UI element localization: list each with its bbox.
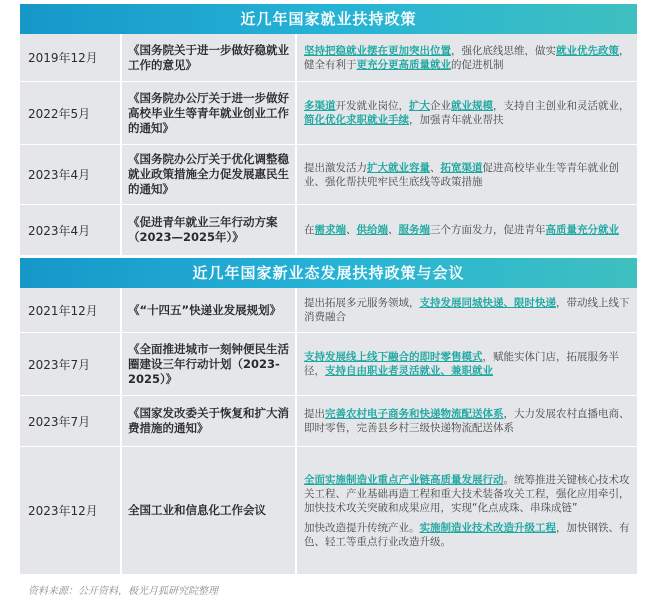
description-paragraph	[304, 521, 630, 549]
description-paragraph	[304, 350, 630, 378]
section-title: 近几年国家新业态发展扶持政策与会议	[20, 258, 637, 288]
description-text: 、	[388, 224, 399, 236]
highlight-text: 高质量充分就业	[545, 224, 619, 236]
highlight-text: 拓宽渠道	[440, 161, 483, 174]
policy-document: 《国务院关于进一步做好稳就业工作的意见》	[122, 34, 295, 81]
policy-document: 《“十四五”快递业发展规划》	[122, 288, 295, 332]
description-text: ，大力发展农村直播电商、即时零售，完善县乡村三级快递物流配送体系	[304, 408, 630, 434]
description-text: ，健全有利于	[304, 44, 630, 71]
highlight-text: 支持自由职业者灵活就业、兼职就业	[325, 365, 493, 377]
policy-date: 2023年4月	[20, 145, 120, 204]
policy-table	[20, 288, 637, 575]
policy-date: 2023年4月	[20, 205, 120, 255]
description-text: ，支持自主创业和灵活就业，	[493, 100, 630, 112]
policy-document: 《国务院办公厅关于进一步做好高校毕业生等青年就业创业工作的通知》	[122, 82, 295, 144]
policy-document: 《国家发改委关于恢复和扩大消费措施的通知》	[122, 396, 295, 446]
description-text: 企业	[430, 100, 451, 112]
description-text: 、	[346, 224, 357, 236]
highlight-text: 简化优化求职就业手续	[304, 114, 409, 126]
description-text: 在	[304, 224, 315, 236]
highlight-text: 需求端	[314, 224, 346, 236]
description-text: ，带动线上线下消费融合	[304, 297, 630, 323]
table-row	[20, 205, 637, 256]
description-text: ，赋能实体门店，拓展服务半径，	[304, 351, 619, 377]
employment-policy-section	[20, 4, 637, 256]
description-paragraph	[304, 407, 630, 435]
policy-table	[20, 34, 637, 256]
highlight-text: 坚持把稳就业摆在更加突出位置	[304, 44, 451, 57]
description-text: 三个方面发力，促进青年	[430, 224, 546, 236]
description-text: 提出激发活力	[304, 161, 367, 174]
table-row	[20, 82, 637, 145]
table-row	[20, 34, 637, 82]
table-row	[20, 145, 637, 205]
source-note: 资料来源：公开资料，极光月狐研究院整理	[28, 586, 218, 597]
policy-document: 《全面推进城市一刻钟便民生活圈建设三年行动计划（2023-2025）》	[122, 333, 295, 395]
description-paragraph	[304, 296, 630, 324]
highlight-text: 实施制造业技术改造升级工程	[419, 521, 556, 534]
highlight-text: 多渠道	[304, 100, 336, 112]
highlight-text: 支持发展线上线下融合的即时零售模式	[304, 351, 483, 363]
description-text: 开发就业岗位，	[335, 100, 409, 112]
highlight-text: 全面实施制造业重点产业链高质量发展行动	[304, 473, 504, 486]
policy-date: 2022年5月	[20, 82, 120, 144]
description-text: 提出	[304, 408, 325, 420]
highlight-text: 就业优先政策	[556, 44, 619, 57]
highlight-text: 扩大	[409, 100, 430, 112]
description-text: ，加快钢铁、有色、轻工等重点行业改造升级。	[304, 521, 630, 548]
description-paragraph	[304, 161, 630, 189]
highlight-text: 供给端	[356, 224, 388, 236]
description-paragraph	[304, 473, 630, 515]
highlight-text: 更充分更高质量就业	[356, 58, 451, 71]
policy-document: 《促进青年就业三年行动方案（2023—2025年）》	[122, 205, 295, 255]
policy-description	[297, 205, 637, 255]
policy-document: 《国务院办公厅关于优化调整稳就业政策措施全力促发展惠民生的通知》	[122, 145, 295, 204]
highlight-text: 支持发展同城快递、限时快递	[419, 297, 556, 309]
policy-description	[297, 145, 637, 204]
policy-description	[297, 396, 637, 446]
description-text: ，加强青年就业帮扶	[409, 114, 504, 126]
description-text: 加快改造提升传统产业。	[304, 521, 420, 534]
description-text: 提出拓展多元服务领域，	[304, 297, 420, 309]
description-text: ，强化底线思维，做实	[451, 44, 556, 57]
policy-description	[297, 288, 637, 332]
highlight-text: 服务端	[398, 224, 430, 236]
section-title: 近几年国家就业扶持政策	[20, 4, 637, 34]
policy-date: 2023年7月	[20, 333, 120, 395]
description-paragraph	[304, 44, 630, 72]
table-row	[20, 396, 637, 447]
policy-date: 2023年7月	[20, 396, 120, 446]
policy-date: 2019年12月	[20, 34, 120, 81]
description-paragraph	[304, 223, 630, 237]
highlight-text: 扩大就业容量	[367, 161, 430, 174]
description-text: 、	[430, 161, 441, 174]
policy-date: 2023年12月	[20, 447, 120, 574]
policy-description	[297, 447, 637, 574]
policy-description	[297, 333, 637, 395]
table-row	[20, 333, 637, 396]
policy-description	[297, 34, 637, 81]
description-paragraph	[304, 99, 630, 127]
policy-date: 2021年12月	[20, 288, 120, 332]
description-text: 。统筹推进关键核心技术攻关工程、产业基础再造工程和重大技术装备攻关工程，强化应用牵引，加快技术攻关突破和成果应用，实现“化点成珠、串珠成链”	[304, 473, 630, 514]
policy-document: 全国工业和信息化工作会议	[122, 447, 295, 574]
highlight-text: 完善农村电子商务和快递物流配送体系	[325, 408, 504, 420]
table-row	[20, 288, 637, 333]
description-text: 的促进机制	[451, 58, 504, 71]
table-row	[20, 447, 637, 575]
highlight-text: 就业规模	[451, 100, 493, 112]
policy-description	[297, 82, 637, 144]
description-text: 促进高校毕业生等青年就业创业、强化帮扶兜牢民生底线等政策措施	[304, 161, 619, 188]
new-business-policy-section	[20, 258, 637, 575]
